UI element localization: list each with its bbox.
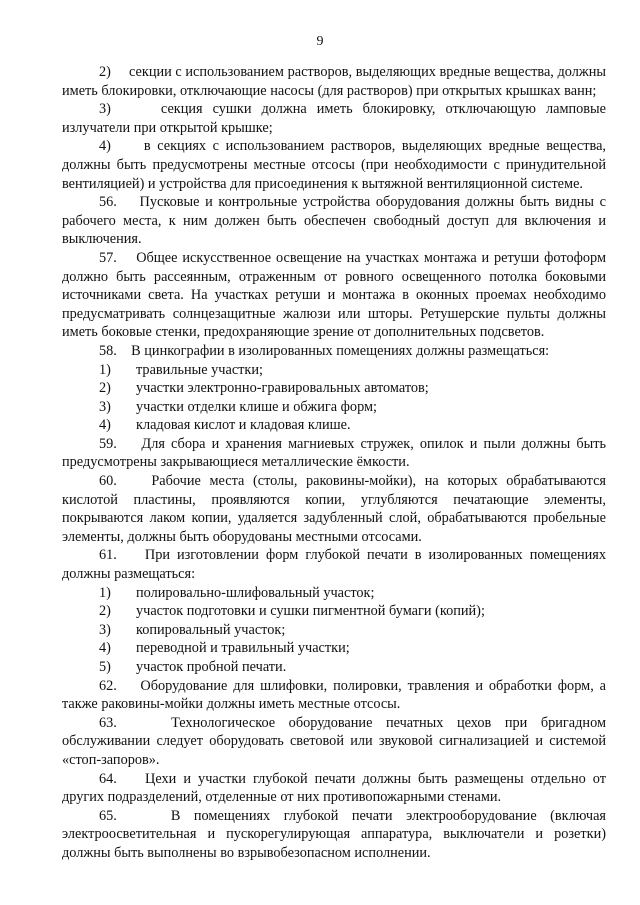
list-item-text: участок пробной печати. bbox=[136, 659, 287, 675]
list-item-text: участок подготовки и сушки пигментной бумаги (копий); bbox=[136, 603, 485, 620]
list-item-text: переводной и травильный участки; bbox=[136, 640, 350, 657]
list-item-text: полировально-шлифовальный участок; bbox=[136, 584, 375, 601]
paragraph: 57. Общее искусственное освещение на участках монтажа и ретуши фотоформ должно быть рассеянным, отраженным от ровного освещенного потолка боковыми источниками света. На участках ретуши и монтажа в оконных проемах необходимо предусматривать солнцезащитные жалюзи или шторы. Ретушерские пульты должны иметь боковые стенки, предохраняющие зрение от дополнительных подсветов. bbox=[62, 249, 606, 341]
paragraph: 65. В помещениях глубокой печати электрооборудование (включая электроосветительная и пускорегулирующая аппаратура, выключатели и розетки) должны быть выполнены во взрывобезопасном исполнении. bbox=[62, 807, 606, 861]
list-item bbox=[62, 361, 606, 380]
list-item-number: 4) bbox=[99, 417, 111, 434]
list-item bbox=[62, 416, 606, 435]
list-item-text: копировальный участок; bbox=[136, 621, 286, 638]
paragraph: 2) секции с использованием растворов, выделяющих вредные вещества, должны иметь блокировки, отключающие насосы (для растворов) при открытых крышках ванн; bbox=[62, 64, 606, 99]
list-item-text: травильные участки; bbox=[136, 361, 263, 378]
list-item-number: 1) bbox=[99, 584, 111, 601]
list-item-number: 4) bbox=[99, 640, 111, 657]
list-item bbox=[62, 658, 606, 677]
list-item-number: 3) bbox=[99, 621, 111, 638]
list-item-number: 3) bbox=[99, 398, 111, 415]
list-item bbox=[62, 584, 606, 603]
document-body bbox=[62, 63, 606, 863]
list-item bbox=[62, 379, 606, 398]
paragraph: 63. Технологическое оборудование печатных цехов при бригадном обслуживании следует оборудовать световой или звуковой сигнализацией и системой «стоп-запоров». bbox=[62, 714, 606, 768]
page-number: 9 bbox=[316, 34, 324, 49]
paragraph: 64. Цехи и участки глубокой печати должны быть размещены отдельно от других подразделений, отделенные от них противопожарными стенами. bbox=[62, 770, 606, 806]
list-item-number: 5) bbox=[99, 659, 111, 675]
paragraph: 56. Пусковые и контрольные устройства оборудования должны быть видны с рабочего места, к ним должен быть обеспечен свободный доступ для включения и выключения. bbox=[62, 194, 606, 248]
paragraph: 59. Для сбора и хранения магниевых стружек, опилок и пыли должны быть предусмотрены закрывающиеся металлические ёмкости. bbox=[62, 435, 606, 471]
list-item-number: 2) bbox=[99, 380, 111, 397]
paragraph: 62. Оборудование для шлифовки, полировки, травления и обработки форм, а также раковины-мойки должны иметь местные отсосы. bbox=[62, 677, 606, 713]
paragraph: 4) в секциях с использованием растворов, выделяющих вредные вещества, должны быть предусмотрены местные отсосы (при необходимости с принудительной вентиляцией) и устройства для присоединения к вытяжной вентиляционной системе. bbox=[62, 138, 606, 192]
list-item-text: участки электронно-гравировальных автоматов; bbox=[136, 380, 429, 397]
paragraph: 61. При изготовлении форм глубокой печати в изолированных помещениях должны размещаться: bbox=[62, 547, 606, 583]
paragraph: 60. Рабочие места (столы, раковины-мойки), на которых обрабатываются кислотой пластины, проявляются копии, углубляются печатающие элементы, покрываются лаком копии, удаляется задубленный слой, обрабатываются пробельные элементы, должны быть оборудованы местными отсосами. bbox=[62, 473, 606, 545]
list-item-number: 1) bbox=[99, 361, 111, 378]
list-item bbox=[62, 639, 606, 658]
list-item-text: участки отделки клише и обжига форм; bbox=[136, 398, 378, 415]
list-item-text: кладовая кислот и кладовая клише. bbox=[136, 417, 351, 434]
list-item-number: 2) bbox=[99, 603, 111, 620]
list-item bbox=[62, 398, 606, 417]
list-item bbox=[62, 621, 606, 640]
paragraph: 3) секция сушки должна иметь блокировку, отключающую ламповые излучатели при открытой крышке; bbox=[62, 101, 606, 136]
list-item bbox=[62, 602, 606, 621]
paragraph: 58. В цинкографии в изолированных помещениях должны размещаться: bbox=[99, 342, 550, 359]
